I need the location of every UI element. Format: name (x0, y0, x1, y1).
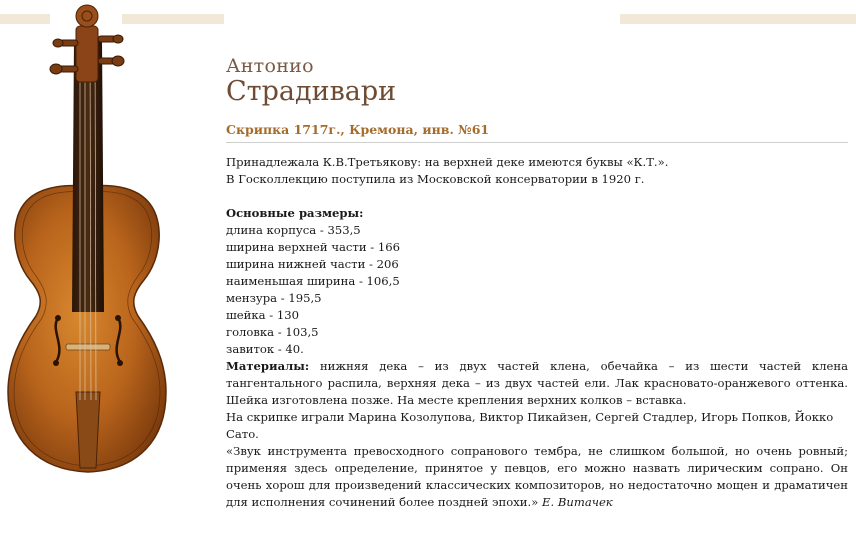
dimension-item: шейка - 130 (226, 308, 299, 322)
dimension-item: головка - 103,5 (226, 325, 319, 339)
dimensions-title: Основные размеры: (226, 206, 364, 220)
quote-paragraph (226, 443, 848, 511)
dimension-item: длина корпуса - 353,5 (226, 223, 361, 237)
instrument-subtitle: Скрипка 1717г., Кремона, инв. №61 (226, 122, 848, 143)
materials-text: нижняя дека – из двух частей клена, обечайка – из шести частей клена тангентального распила, верхняя дека – из двух частей ели. Лак красновато-оранжевого оттенка. Шейка изготовлена позже. На месте крепления верхних колков – вставка. (226, 359, 848, 407)
intro-line: Принадлежала К.В.Третьякову: на верхней деке имеются буквы «К.Т.». (226, 155, 669, 169)
dimension-item: ширина верхней части - 166 (226, 240, 400, 254)
quote-text: «Звук инструмента превосходного сопранового тембра, не слишком большой, но очень ровный; применяя здесь определение, принятое у певцов, его можно назвать лирическим сопрано. Он очень хорош для произведений классических композиторов, но недостаточно мощен и драматичен для исполнения сочинений более поздней эпохи.» (226, 444, 848, 509)
dimensions-section (226, 205, 848, 358)
dimension-item: завиток - 40. (226, 342, 304, 356)
instrument-description (226, 54, 848, 511)
dimension-item: наименьшая ширина - 106,5 (226, 274, 400, 288)
quote-author: Е. Витачек (542, 495, 613, 509)
intro-line: В Госколлекцию поступила из Московской консерватории в 1920 г. (226, 172, 645, 186)
dimension-item: мензура - 195,5 (226, 291, 322, 305)
decorative-bar-right (620, 14, 856, 24)
dimension-item: ширина нижней части - 206 (226, 257, 399, 271)
maker-last-name: Страдивари (226, 76, 397, 107)
players-paragraph: На скрипке играли Марина Козолупова, Виктор Пикайзен, Сергей Стадлер, Игорь Попков, Йокко Сато. (226, 410, 834, 441)
description-body (226, 154, 848, 511)
materials-paragraph (226, 358, 848, 409)
maker-first-name: Антонио (226, 55, 314, 77)
violin-image (0, 0, 172, 537)
materials-label: Материалы: (226, 359, 310, 373)
